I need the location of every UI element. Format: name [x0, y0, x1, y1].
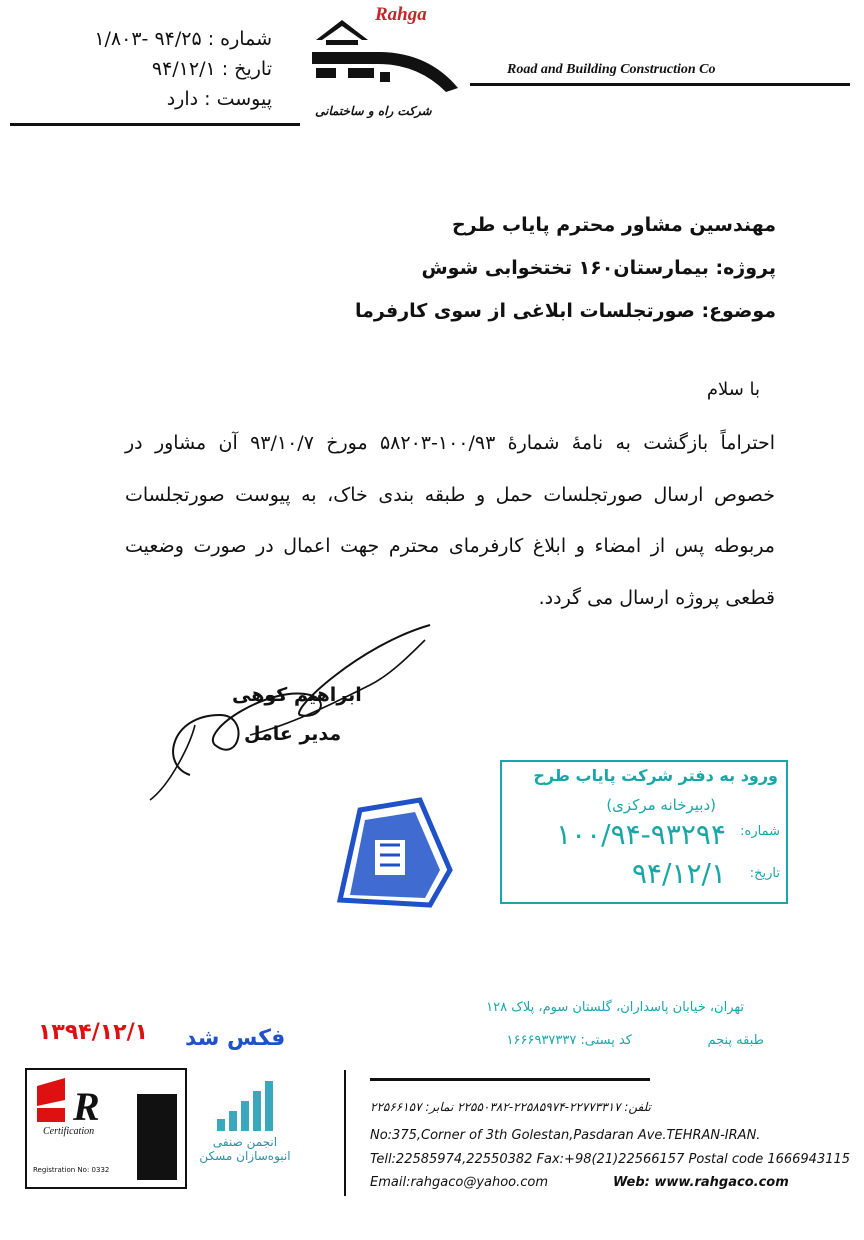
footer-address-fa: تهران، خیابان پاسداران، گلستان سوم، پلاک ۱۲۸: [486, 1000, 744, 1015]
letter-date: تاریخ : ۹۴/۱۲/۱: [151, 58, 272, 80]
registration-stamp: [500, 760, 788, 904]
footer-postal-fa: کد پستی: ۱۶۶۶۹۳۷۳۳۷: [506, 1033, 632, 1048]
cert-registration: Registration No: 0332: [33, 1166, 110, 1174]
stamp-number-label: شماره:: [740, 824, 780, 839]
company-stamp: [320, 780, 460, 920]
certification-badge: [25, 1068, 187, 1189]
accreditation-mark: [137, 1094, 177, 1180]
struck-out-address: [370, 1078, 650, 1081]
footer-floor-fa: طبقه پنجم: [707, 1033, 764, 1048]
stamp-date-label: تاریخ:: [749, 866, 780, 881]
company-name-fa: شرکت راه و ساختمانی: [315, 104, 432, 118]
letter-attachment: پیوست : دارد: [166, 88, 272, 110]
handwritten-signature: [130, 615, 440, 805]
association-name: انجمن صنفی انبوه‌سازان مسکن: [199, 1135, 291, 1163]
association-logo: [213, 1075, 283, 1135]
project-line: پروژه: بیمارستان۱۶۰ تختخوابی شوش: [421, 257, 776, 279]
svg-text:R: R: [73, 1084, 100, 1129]
footer-address-en: No:375,Corner of 3th Golestan,Pasdaran Ave.TEHRAN-IRAN.: [370, 1128, 761, 1143]
subject-line: موضوع: صورتجلسات ابلاغی از سوی کارفرما: [355, 300, 776, 322]
fax-label: فکس شد: [185, 1026, 286, 1051]
cert-label: Certification: [43, 1126, 95, 1137]
footer-email: Email:rahgaco@yahoo.com: [370, 1175, 549, 1190]
stamp-number: ۱۰۰/۹۴-۹۳۲۹۴: [556, 818, 726, 851]
signatory-title: مدیر عامل: [244, 723, 342, 745]
footer-tel-en: Tell:22585974,22550382 Fax:+98(21)22566157 Postal code 1666943115: [370, 1152, 851, 1167]
greeting: با سلام: [706, 379, 760, 400]
footer-web: Web: www.rahgaco.com: [613, 1175, 789, 1190]
letter-number: شماره : ۹۴/۲۵ -۱/۸۰۳: [94, 28, 272, 50]
addressee-line: مهندسین مشاور محترم پایاب طرح: [451, 214, 776, 236]
stamp-subtitle: (دبیرخانه مرکزی): [606, 796, 716, 814]
stamp-title: ورود به دفتر شرکت پایاب طرح: [533, 766, 778, 785]
company-name-en: Road and Building Construction Co: [507, 62, 716, 77]
stamp-date: ۹۴/۱۲/۱: [631, 857, 726, 890]
certification-logo: [35, 1076, 131, 1130]
brand-name: Rahga: [375, 4, 427, 25]
footer-divider: [344, 1070, 346, 1196]
header-rule: [470, 83, 850, 86]
fax-date: ۱۳۹۴/۱۲/۱: [38, 1020, 149, 1045]
header-rule: [10, 123, 300, 126]
letter-body: احتراماً بازگشت به نامهٔ شمارهٔ ۱۰۰/۹۳-۵۸۲۰۳ مورخ ۹۳/۱۰/۷ آن مشاور در خصوص ارسال صورتجلسات حمل و طبقه بندی خاک، به پیوست صورتجلسات مربوطه پس از امضاء و ابلاغ کارفرمای محترم جهت اعمال در صورت وضعیت قطعی پروژه ارسال می گردد.: [125, 432, 775, 609]
signatory-name: ابراهیم کوهی: [232, 684, 362, 706]
footer-phone-fa: تلفن: ۲۲۷۷۳۳۱۷-۲۲۵۸۵۹۷۴-۲۲۵۵۰۳۸۲ نمابر: ۲۲۵۶۶۱۵۷: [370, 1100, 651, 1114]
